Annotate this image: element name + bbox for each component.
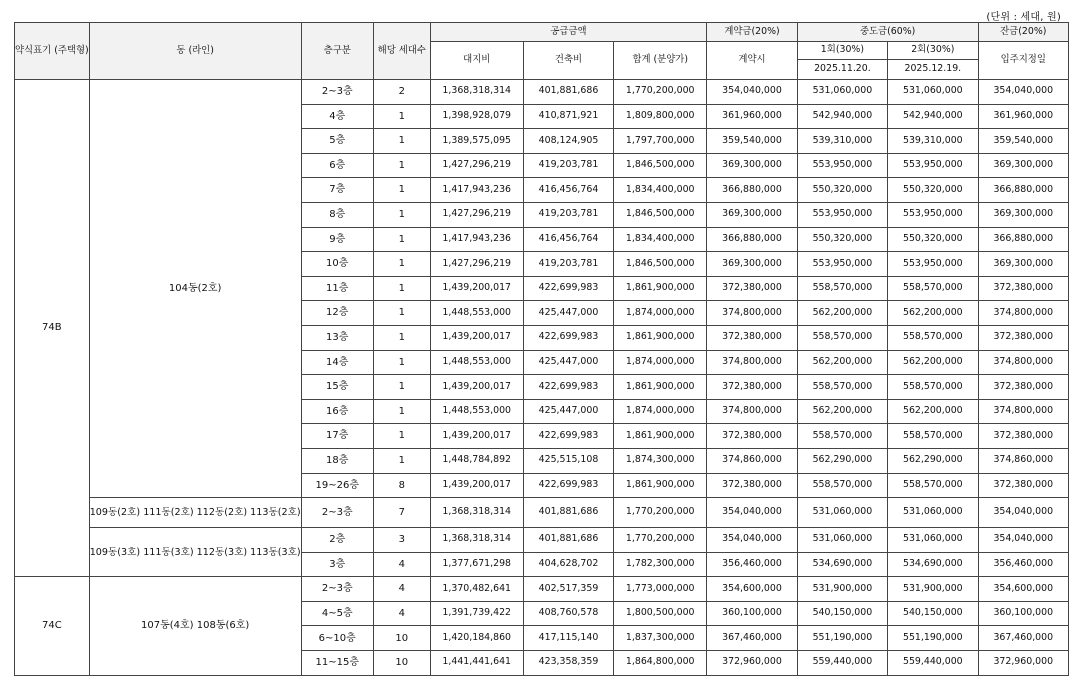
contract-cell: 374,800,000 (707, 301, 797, 326)
building-cost-cell: 422,699,983 (523, 276, 613, 301)
housing-type-74b: 74B (15, 80, 90, 577)
land-cost-cell: 1,389,575,095 (430, 129, 523, 154)
total-price-cell: 1,773,000,000 (614, 577, 707, 602)
dong-group-109-2: 109동(2호) 111동(2호) 112동(2호) 113동(2호) (89, 498, 301, 528)
contract-cell: 372,380,000 (707, 375, 797, 400)
balance-cell: 366,880,000 (978, 227, 1068, 252)
total-price-cell: 1,874,000,000 (614, 350, 707, 375)
interim1-cell: 558,570,000 (797, 325, 887, 350)
building-cost-cell: 425,447,000 (523, 350, 613, 375)
households-cell: 1 (373, 375, 430, 400)
contract-cell: 354,040,000 (707, 80, 797, 105)
floor-cell: 12층 (301, 301, 373, 326)
interim2-cell: 558,570,000 (888, 473, 978, 498)
floor-cell: 17층 (301, 424, 373, 449)
interim2-cell: 539,310,000 (888, 129, 978, 154)
land-cost-cell: 1,441,441,641 (430, 651, 523, 676)
floor-cell: 2~3층 (301, 80, 373, 105)
building-cost-cell: 401,881,686 (523, 528, 613, 553)
balance-cell: 372,380,000 (978, 473, 1068, 498)
contract-cell: 372,380,000 (707, 424, 797, 449)
land-cost-cell: 1,368,318,314 (430, 498, 523, 528)
header-floor: 층구분 (301, 23, 373, 80)
floor-cell: 6층 (301, 153, 373, 178)
households-cell: 1 (373, 227, 430, 252)
total-price-cell: 1,800,500,000 (614, 601, 707, 626)
floor-cell: 9층 (301, 227, 373, 252)
floor-cell: 13층 (301, 325, 373, 350)
building-cost-cell: 425,447,000 (523, 399, 613, 424)
interim2-cell: 553,950,000 (888, 252, 978, 277)
header-building: 건축비 (523, 42, 613, 80)
balance-cell: 356,460,000 (978, 552, 1068, 577)
building-cost-cell: 416,456,764 (523, 178, 613, 203)
building-cost-cell: 401,881,686 (523, 80, 613, 105)
building-cost-cell: 422,699,983 (523, 473, 613, 498)
floor-cell: 10층 (301, 252, 373, 277)
interim1-cell: 551,190,000 (797, 626, 887, 651)
total-price-cell: 1,864,800,000 (614, 651, 707, 676)
total-price-cell: 1,770,200,000 (614, 80, 707, 105)
header-total: 합계 (분양가) (614, 42, 707, 80)
households-cell: 1 (373, 399, 430, 424)
land-cost-cell: 1,448,553,000 (430, 350, 523, 375)
households-cell: 1 (373, 276, 430, 301)
contract-cell: 354,040,000 (707, 528, 797, 553)
interim1-cell: 539,310,000 (797, 129, 887, 154)
contract-cell: 361,960,000 (707, 104, 797, 129)
floor-cell: 2~3층 (301, 498, 373, 528)
households-cell: 1 (373, 448, 430, 473)
interim2-cell: 542,940,000 (888, 104, 978, 129)
households-cell: 10 (373, 651, 430, 676)
housing-type-74c: 74C (15, 577, 90, 675)
households-cell: 4 (373, 601, 430, 626)
households-cell: 10 (373, 626, 430, 651)
contract-cell: 374,860,000 (707, 448, 797, 473)
land-cost-cell: 1,439,200,017 (430, 473, 523, 498)
balance-cell: 372,380,000 (978, 375, 1068, 400)
building-cost-cell: 401,881,686 (523, 498, 613, 528)
interim2-cell: 562,290,000 (888, 448, 978, 473)
interim2-cell: 562,200,000 (888, 350, 978, 375)
interim1-cell: 558,570,000 (797, 375, 887, 400)
header-interim2-date: 2025.12.19. (888, 60, 978, 80)
balance-cell: 354,040,000 (978, 498, 1068, 528)
total-price-cell: 1,782,300,000 (614, 552, 707, 577)
households-cell: 1 (373, 301, 430, 326)
land-cost-cell: 1,439,200,017 (430, 424, 523, 449)
contract-cell: 372,380,000 (707, 325, 797, 350)
building-cost-cell: 425,515,108 (523, 448, 613, 473)
floor-cell: 6~10층 (301, 626, 373, 651)
total-price-cell: 1,846,500,000 (614, 252, 707, 277)
floor-cell: 19~26층 (301, 473, 373, 498)
balance-cell: 359,540,000 (978, 129, 1068, 154)
land-cost-cell: 1,417,943,236 (430, 227, 523, 252)
interim2-cell: 550,320,000 (888, 227, 978, 252)
balance-cell: 354,040,000 (978, 80, 1068, 105)
header-interim2: 2회(30%) (888, 42, 978, 60)
land-cost-cell: 1,427,296,219 (430, 252, 523, 277)
dong-group-107: 107동(4호) 108동(6호) (89, 577, 301, 675)
households-cell: 3 (373, 528, 430, 553)
floor-cell: 7층 (301, 178, 373, 203)
balance-cell: 369,300,000 (978, 202, 1068, 227)
households-cell: 2 (373, 80, 430, 105)
interim1-cell: 558,570,000 (797, 424, 887, 449)
contract-cell: 374,800,000 (707, 399, 797, 424)
interim2-cell: 531,060,000 (888, 80, 978, 105)
interim1-cell: 562,200,000 (797, 301, 887, 326)
land-cost-cell: 1,439,200,017 (430, 375, 523, 400)
header-supply-amount: 공급금액 (430, 23, 707, 42)
building-cost-cell: 404,628,702 (523, 552, 613, 577)
total-price-cell: 1,874,300,000 (614, 448, 707, 473)
building-cost-cell: 423,358,359 (523, 651, 613, 676)
table-header (15, 23, 1069, 80)
floor-cell: 3층 (301, 552, 373, 577)
interim2-cell: 558,570,000 (888, 325, 978, 350)
interim1-cell: 531,060,000 (797, 528, 887, 553)
interim2-cell: 562,200,000 (888, 301, 978, 326)
building-cost-cell: 417,115,140 (523, 626, 613, 651)
total-price-cell: 1,874,000,000 (614, 301, 707, 326)
interim2-cell: 558,570,000 (888, 424, 978, 449)
total-price-cell: 1,861,900,000 (614, 276, 707, 301)
floor-cell: 2층 (301, 528, 373, 553)
balance-cell: 372,380,000 (978, 424, 1068, 449)
building-cost-cell: 416,456,764 (523, 227, 613, 252)
interim2-cell: 562,200,000 (888, 399, 978, 424)
interim1-cell: 558,570,000 (797, 473, 887, 498)
households-cell: 8 (373, 473, 430, 498)
floor-cell: 18층 (301, 448, 373, 473)
households-cell: 1 (373, 153, 430, 178)
interim2-cell: 551,190,000 (888, 626, 978, 651)
total-price-cell: 1,837,300,000 (614, 626, 707, 651)
contract-cell: 354,040,000 (707, 498, 797, 528)
balance-cell: 367,460,000 (978, 626, 1068, 651)
contract-cell: 359,540,000 (707, 129, 797, 154)
interim2-cell: 559,440,000 (888, 651, 978, 676)
balance-cell: 366,880,000 (978, 178, 1068, 203)
land-cost-cell: 1,427,296,219 (430, 153, 523, 178)
table-body (15, 80, 1069, 676)
table-row (15, 577, 1069, 602)
header-interim-group: 중도금(60%) (797, 23, 978, 42)
contract-cell: 366,880,000 (707, 178, 797, 203)
total-price-cell: 1,861,900,000 (614, 473, 707, 498)
header-households: 해당 세대수 (373, 23, 430, 80)
balance-cell: 372,960,000 (978, 651, 1068, 676)
header-contract-group: 계약금(20%) (707, 23, 797, 42)
building-cost-cell: 422,699,983 (523, 424, 613, 449)
total-price-cell: 1,797,700,000 (614, 129, 707, 154)
floor-cell: 4층 (301, 104, 373, 129)
contract-cell: 367,460,000 (707, 626, 797, 651)
total-price-cell: 1,874,000,000 (614, 399, 707, 424)
balance-cell: 374,800,000 (978, 399, 1068, 424)
households-cell: 1 (373, 129, 430, 154)
interim1-cell: 553,950,000 (797, 153, 887, 178)
building-cost-cell: 422,699,983 (523, 375, 613, 400)
floor-cell: 5층 (301, 129, 373, 154)
interim1-cell: 531,900,000 (797, 577, 887, 602)
interim1-cell: 542,940,000 (797, 104, 887, 129)
header-interim1-date: 2025.11.20. (797, 60, 887, 80)
contract-cell: 369,300,000 (707, 202, 797, 227)
header-balance-group: 잔금(20%) (978, 23, 1068, 42)
table-row (15, 80, 1069, 105)
dong-group-109-3: 109동(3호) 111동(3호) 112동(3호) 113동(3호) (89, 528, 301, 577)
land-cost-cell: 1,439,200,017 (430, 325, 523, 350)
total-price-cell: 1,770,200,000 (614, 528, 707, 553)
interim1-cell: 540,150,000 (797, 601, 887, 626)
balance-cell: 372,380,000 (978, 276, 1068, 301)
balance-cell: 369,300,000 (978, 153, 1068, 178)
building-cost-cell: 410,871,921 (523, 104, 613, 129)
total-price-cell: 1,846,500,000 (614, 153, 707, 178)
households-cell: 1 (373, 350, 430, 375)
building-cost-cell: 419,203,781 (523, 202, 613, 227)
total-price-cell: 1,770,200,000 (614, 498, 707, 528)
households-cell: 4 (373, 577, 430, 602)
floor-cell: 11층 (301, 276, 373, 301)
balance-cell: 354,040,000 (978, 528, 1068, 553)
floor-cell: 2~3층 (301, 577, 373, 602)
contract-cell: 372,380,000 (707, 473, 797, 498)
floor-cell: 8층 (301, 202, 373, 227)
interim2-cell: 553,950,000 (888, 153, 978, 178)
land-cost-cell: 1,417,943,236 (430, 178, 523, 203)
interim2-cell: 558,570,000 (888, 276, 978, 301)
contract-cell: 360,100,000 (707, 601, 797, 626)
total-price-cell: 1,834,400,000 (614, 178, 707, 203)
interim1-cell: 559,440,000 (797, 651, 887, 676)
interim2-cell: 550,320,000 (888, 178, 978, 203)
interim2-cell: 531,900,000 (888, 577, 978, 602)
building-cost-cell: 419,203,781 (523, 252, 613, 277)
interim1-cell: 562,290,000 (797, 448, 887, 473)
land-cost-cell: 1,439,200,017 (430, 276, 523, 301)
interim1-cell: 558,570,000 (797, 276, 887, 301)
interim1-cell: 534,690,000 (797, 552, 887, 577)
building-cost-cell: 419,203,781 (523, 153, 613, 178)
interim1-cell: 550,320,000 (797, 178, 887, 203)
interim2-cell: 531,060,000 (888, 528, 978, 553)
balance-cell: 369,300,000 (978, 252, 1068, 277)
building-cost-cell: 408,124,905 (523, 129, 613, 154)
interim1-cell: 553,950,000 (797, 202, 887, 227)
land-cost-cell: 1,377,671,298 (430, 552, 523, 577)
balance-cell: 374,860,000 (978, 448, 1068, 473)
land-cost-cell: 1,448,553,000 (430, 399, 523, 424)
interim2-cell: 540,150,000 (888, 601, 978, 626)
floor-cell: 15층 (301, 375, 373, 400)
total-price-cell: 1,861,900,000 (614, 375, 707, 400)
header-contract-time: 계약시 (707, 42, 797, 80)
balance-cell: 374,800,000 (978, 350, 1068, 375)
land-cost-cell: 1,448,784,892 (430, 448, 523, 473)
table-row (15, 498, 1069, 528)
interim1-cell: 531,060,000 (797, 498, 887, 528)
interim2-cell: 553,950,000 (888, 202, 978, 227)
land-cost-cell: 1,420,184,860 (430, 626, 523, 651)
total-price-cell: 1,846,500,000 (614, 202, 707, 227)
supply-price-table (14, 22, 1069, 676)
floor-cell: 16층 (301, 399, 373, 424)
contract-cell: 369,300,000 (707, 153, 797, 178)
contract-cell: 369,300,000 (707, 252, 797, 277)
floor-cell: 14층 (301, 350, 373, 375)
floor-cell: 11~15층 (301, 651, 373, 676)
balance-cell: 372,380,000 (978, 325, 1068, 350)
households-cell: 4 (373, 552, 430, 577)
building-cost-cell: 402,517,359 (523, 577, 613, 602)
building-cost-cell: 425,447,000 (523, 301, 613, 326)
total-price-cell: 1,861,900,000 (614, 325, 707, 350)
table-row (15, 528, 1069, 553)
land-cost-cell: 1,368,318,314 (430, 80, 523, 105)
total-price-cell: 1,834,400,000 (614, 227, 707, 252)
land-cost-cell: 1,427,296,219 (430, 202, 523, 227)
contract-cell: 354,600,000 (707, 577, 797, 602)
land-cost-cell: 1,398,928,079 (430, 104, 523, 129)
interim1-cell: 550,320,000 (797, 227, 887, 252)
contract-cell: 356,460,000 (707, 552, 797, 577)
land-cost-cell: 1,391,739,422 (430, 601, 523, 626)
header-dong: 동 (라인) (89, 23, 301, 80)
households-cell: 1 (373, 202, 430, 227)
land-cost-cell: 1,448,553,000 (430, 301, 523, 326)
total-price-cell: 1,809,800,000 (614, 104, 707, 129)
header-type: 약식표기 (주택형) (15, 23, 90, 80)
balance-cell: 361,960,000 (978, 104, 1068, 129)
header-land: 대지비 (430, 42, 523, 80)
balance-cell: 354,600,000 (978, 577, 1068, 602)
floor-cell: 4~5층 (301, 601, 373, 626)
building-cost-cell: 408,760,578 (523, 601, 613, 626)
households-cell: 1 (373, 252, 430, 277)
total-price-cell: 1,861,900,000 (614, 424, 707, 449)
interim1-cell: 562,200,000 (797, 399, 887, 424)
households-cell: 1 (373, 178, 430, 203)
land-cost-cell: 1,368,318,314 (430, 528, 523, 553)
contract-cell: 366,880,000 (707, 227, 797, 252)
interim1-cell: 531,060,000 (797, 80, 887, 105)
interim1-cell: 553,950,000 (797, 252, 887, 277)
contract-cell: 372,380,000 (707, 276, 797, 301)
dong-group-104: 104동(2호) (89, 80, 301, 498)
building-cost-cell: 422,699,983 (523, 325, 613, 350)
interim2-cell: 531,060,000 (888, 498, 978, 528)
households-cell: 1 (373, 104, 430, 129)
contract-cell: 372,960,000 (707, 651, 797, 676)
interim2-cell: 534,690,000 (888, 552, 978, 577)
households-cell: 7 (373, 498, 430, 528)
contract-cell: 374,800,000 (707, 350, 797, 375)
header-balance-time: 입주지정일 (978, 42, 1068, 80)
unit-note: (단위 : 세대, 원) (986, 12, 1061, 23)
households-cell: 1 (373, 325, 430, 350)
interim2-cell: 558,570,000 (888, 375, 978, 400)
interim1-cell: 562,200,000 (797, 350, 887, 375)
households-cell: 1 (373, 424, 430, 449)
header-interim1: 1회(30%) (797, 42, 887, 60)
land-cost-cell: 1,370,482,641 (430, 577, 523, 602)
balance-cell: 374,800,000 (978, 301, 1068, 326)
balance-cell: 360,100,000 (978, 601, 1068, 626)
